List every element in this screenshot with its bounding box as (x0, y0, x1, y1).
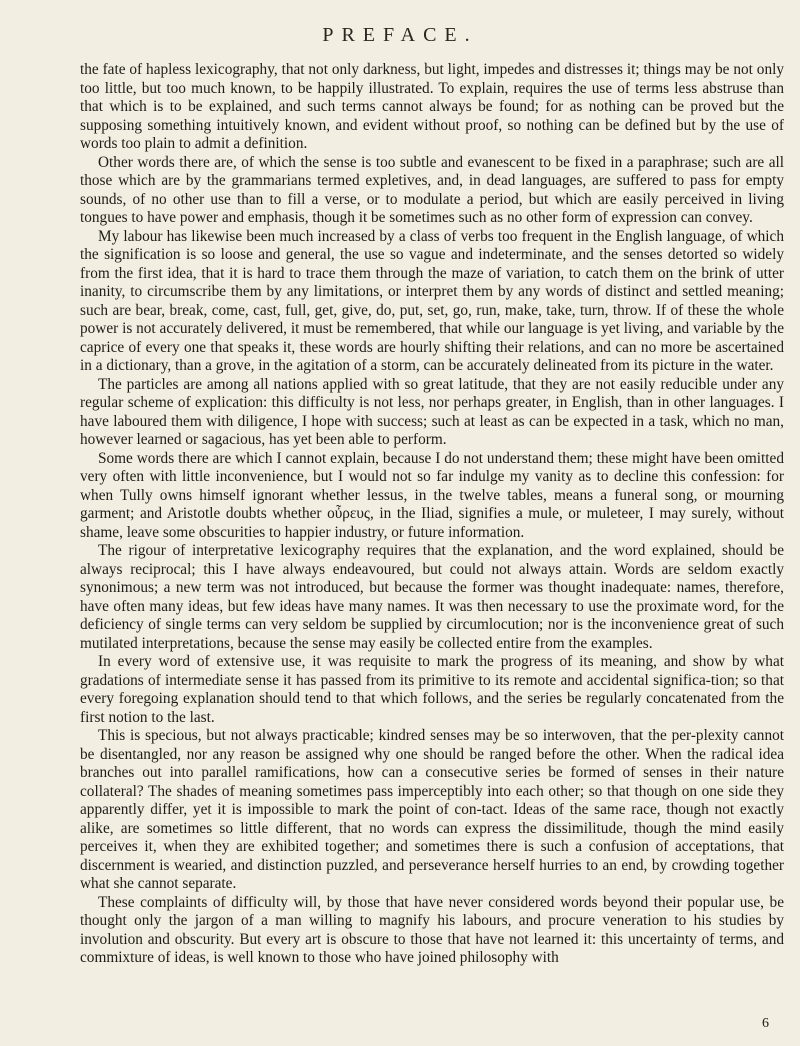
paragraph-1: the fate of hapless lexicography, that not only darkness, but light, impedes and distresses it; things may be not only too little, but too much known, to be happily illustrated. To explain, requires the use of terms less abstruse than that which is to be explained, and such terms cannot always be found; for as nothing can be proved but the supposing something intuitively known, and evident without proof, so nothing can be defined but by the use of words too plain to admit a definition. (80, 61, 784, 152)
paragraph-5: Some words there are which I cannot explain, because I do not understand them; these might have been omitted very often with little inconvenience, but I would not so far indulge my vanity as to decline this confession: for when Tully owns himself ignorant whether lessus, in the twelve tables, means a funeral song, or mourning garment; and Aristotle doubts whether οὖρευς, in the Iliad, signifies a mule, or muleteer, I may surely, without shame, leave some obscurities to happier industry, or future information. (80, 449, 784, 541)
running-header: PREFACE. (322, 24, 478, 46)
paragraph-7: In every word of extensive use, it was requisite to mark the progress of its meaning, and show by what gradations of intermediate sense it has passed from its primitive to its remote and accidental significa-tion; so that every foregoing explanation should tend to that which follows, and the series be regularly concatenated from the first notion to the last. (80, 653, 784, 726)
paragraph-8: This is specious, but not always practicable; kindred senses may be so interwoven, that the per-plexity cannot be disentangled, nor any reason be assigned why one should be ranged before the other. When the radical idea branches out into parallel ramifications, how can a consecutive series be formed of senses in their nature collateral? The shades of meaning sometimes pass imperceptibly into each other; so that though on one side they apparently differ, yet it is impossible to mark the point of con-tact. Ideas of the same race, though not exactly alike, are sometimes so little different, that no words can express the dissimilitude, though the mind easily perceives it, when they are exhibited together; and sometimes there is such a confusion of acceptations, that discernment is wearied, and distinction puzzled, and perseverance herself hurries to an end, by crowding together what she cannot separate. (80, 727, 784, 892)
paragraph-6: The rigour of interpretative lexicography requires that the explanation, and the word explained, should be always reciprocal; this I have always endeavoured, but could not always attain. Words are seldom exactly synonimous; a new term was not introduced, but because the former was thought inadequate: names, therefore, have often many ideas, but few ideas have many names. It was then necessary to use the proximate word, for the deficiency of single terms can very seldom be supplied by circumlocution; nor is the inconvenience great of such mutilated interpretations, because the sense may easily be collected entire from the examples. (80, 542, 784, 652)
page-number: 6 (762, 1016, 769, 1031)
body-text (80, 61, 784, 968)
paragraph-3: My labour has likewise been much increased by a class of verbs too frequent in the English language, of which the signification is so loose and general, the use so vague and indeterminate, and the senses detorted so widely from the first idea, that it is hard to trace them through the maze of variation, to catch them on the brink of utter inanity, to circumscribe them by any limitations, or interpret them by any words of distinct and settled meaning; such are bear, break, come, cast, full, get, give, do, put, set, go, run, make, take, turn, throw. If of these the whole power is not accurately delivered, it must be remembered, that while our language is yet living, and variable by the caprice of every one that speaks it, these words are hourly shifting their relations, and can no more be ascertained in a dictionary, than a grove, in the agitation of a storm, can be accurately delineated from its picture in the water. (80, 227, 784, 374)
paragraph-4: The particles are among all nations applied with so great latitude, that they are not easily reducible under any regular scheme of explication: this difficulty is not less, nor perhaps greater, in English, than in other languages. I have laboured them with diligence, I hope with success; such at least as can be expected in a task, which no man, however learned or sagacious, has yet been able to perform. (80, 375, 784, 448)
paragraph-2: Other words there are, of which the sense is too subtle and evanescent to be fixed in a paraphrase; such are all those which are by the grammarians termed expletives, and, in dead languages, are suffered to pass for empty sounds, of no other use than to fill a verse, or to modulate a period, but which are easily perceived in living tongues to have power and emphasis, though it be sometimes such as no other form of expression can convey. (80, 153, 784, 226)
paragraph-9: These complaints of difficulty will, by those that have never considered words beyond their popular use, be thought only the jargon of a man willing to magnify his labours, and procure veneration to his studies by involution and obscurity. But every art is obscure to those that have not learned it: this uncertainty of terms, and commixture of ideas, is well known to those who have joined philosophy with (80, 893, 784, 966)
